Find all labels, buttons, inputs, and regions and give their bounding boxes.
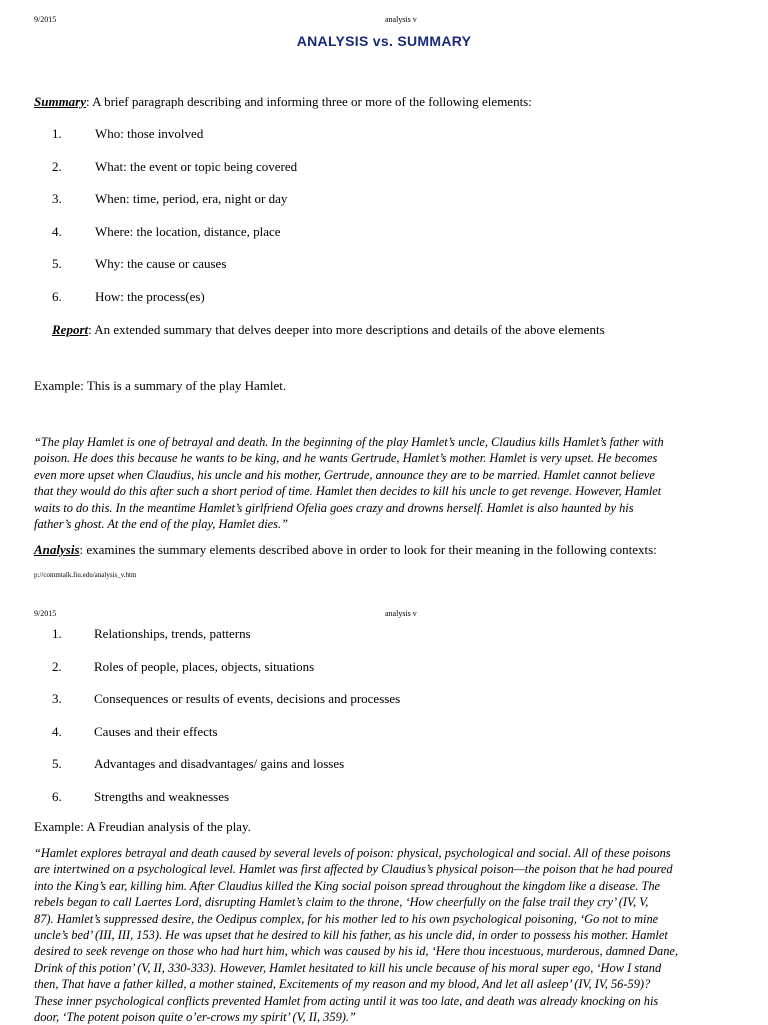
quote-line: rebels began to call Laertes Lord, disrupting Hamlet’s claim to the throne, ‘How cheerfully on the false trail they cry’ (IV, V, [34, 895, 649, 910]
list-item-number: 5. [52, 256, 62, 272]
quote-line: desired to seek revenge on those who had hurt him, which was caused by his id, ‘Here thou incestuous, murderous, damned Dane, [34, 944, 678, 959]
page-header-title-2: analysis v [385, 609, 417, 618]
list-item-number: 2. [52, 658, 62, 674]
list-item: Where: the location, distance, place [95, 223, 281, 239]
summary-text: : A brief paragraph describing and informing three or more of the following elements: [86, 94, 532, 109]
quote-line: “Hamlet explores betrayal and death caused by several levels of poison: physical, psychological and social. All of these poisons [34, 846, 671, 860]
analysis-example-quote [34, 845, 734, 1025]
summary-label: Summary [34, 94, 87, 109]
list-item-number: 1. [52, 126, 62, 141]
page-header-date: 9/2015 [34, 15, 57, 24]
quote-line: then, That have a father killed, a mother stained, Excitements of my reason and my blood, And let all asleep’ (IV, IV, 56-59)? [34, 977, 651, 992]
quote-line: waits to do this. In the meantime Hamlet’s girlfriend Ofelia goes crazy and drowns herself. Hamlet is also haunted by his [34, 500, 634, 515]
list-item-number: 4. [52, 723, 62, 739]
example-analysis-intro: Example: A Freudian analysis of the play. [34, 819, 251, 834]
analysis-label: Analysis [34, 542, 80, 557]
quote-line: that they would do this after such a short period of time. Hamlet then decides to kill his uncle to get revenge. However, Hamlet [34, 484, 662, 499]
analysis-definition [34, 542, 657, 558]
list-item-number: 3. [52, 691, 62, 707]
quote-line: door, ‘The potent poison quite o’er-crows my spirit’ (V, II, 359).” [34, 1010, 356, 1025]
list-item: How: the process(es) [95, 289, 205, 304]
report-text: : An extended summary that delves deeper into more descriptions and details of the above elements [88, 322, 605, 337]
list-item: Why: the cause or causes [95, 256, 227, 272]
report-definition [52, 322, 605, 338]
list-item: When: time, period, era, night or day [95, 191, 288, 207]
summary-example-quote [34, 434, 734, 532]
quote-line: uncle’s bed’ (III, III, 153). He was upset that he desired to kill his father, as his uncle did, in order to possess his mother. Hamlet [34, 928, 668, 943]
quote-line: “The play Hamlet is one of betrayal and death. In the beginning of the play Hamlet’s uncle, Claudius kills Hamlet’s father with [34, 435, 664, 449]
list-item: Consequences or results of events, decisions and processes [94, 691, 401, 707]
quote-line: father’s ghost. At the end of the play, Hamlet dies.” [34, 517, 288, 532]
quote-line: into the King’s ear, killing him. After Claudius killed the King social poison spread throughout the kingdom like a disease. The [34, 878, 661, 893]
quote-line: These inner psychological conflicts prevented Hamlet from acting until it was too late, and death was already knocking on his [34, 993, 659, 1008]
list-item-number: 3. [52, 191, 62, 207]
page-header-date-2: 9/2015 [34, 609, 57, 618]
quote-line: Drink of this potion’ (V, II, 330-333). However, Hamlet hesitated to kill his uncle because of his moral super ego, ‘How I stand [34, 960, 662, 975]
list-item-number: 5. [52, 756, 62, 772]
analysis-text: : examines the summary elements described above in order to look for their meaning in the following contexts: [79, 542, 657, 557]
quote-line: poison. He does this because he wants to be king, and he wants Gertrude, Hamlet’s mother. Hamlet is very upset. He becomes [34, 451, 658, 466]
list-item: Who: those involved [95, 126, 204, 141]
list-item: Roles of people, places, objects, situations [94, 658, 315, 674]
list-item-number: 6. [52, 789, 62, 804]
summary-definition [34, 94, 532, 110]
page-header-title: analysis v [385, 15, 417, 24]
quote-line: even more upset when Claudius, his uncle and his mother, Gertrude, announce they are to be married. Hamlet cannot believe [34, 467, 655, 482]
example-summary-intro: Example: This is a summary of the play Hamlet. [34, 378, 287, 393]
page-title: ANALYSIS vs. SUMMARY [296, 33, 472, 49]
quote-line: are intertwined on a psychological level. Hamlet was first affected by Claudius’s physical poison—the poison that he had poured [34, 862, 673, 877]
list-item-number: 4. [52, 223, 62, 239]
list-item: Relationships, trends, patterns [94, 626, 251, 641]
list-item-number: 1. [52, 626, 62, 641]
report-label: Report [52, 322, 89, 337]
quote-line: 87). Hamlet’s suppressed desire, the Oedipus complex, for his mother led to his own psychological poisoning, ‘Go not to mine [34, 911, 659, 926]
list-item: Causes and their effects [94, 723, 218, 739]
page-footer-url: p://commtalk.fiu.edu/analysis_v.htm [34, 571, 137, 579]
list-item: What: the event or topic being covered [95, 158, 298, 174]
list-item-number: 2. [52, 158, 62, 174]
list-item-number: 6. [52, 289, 62, 304]
list-item: Advantages and disadvantages/ gains and losses [94, 756, 345, 772]
list-item: Strengths and weaknesses [94, 789, 230, 804]
